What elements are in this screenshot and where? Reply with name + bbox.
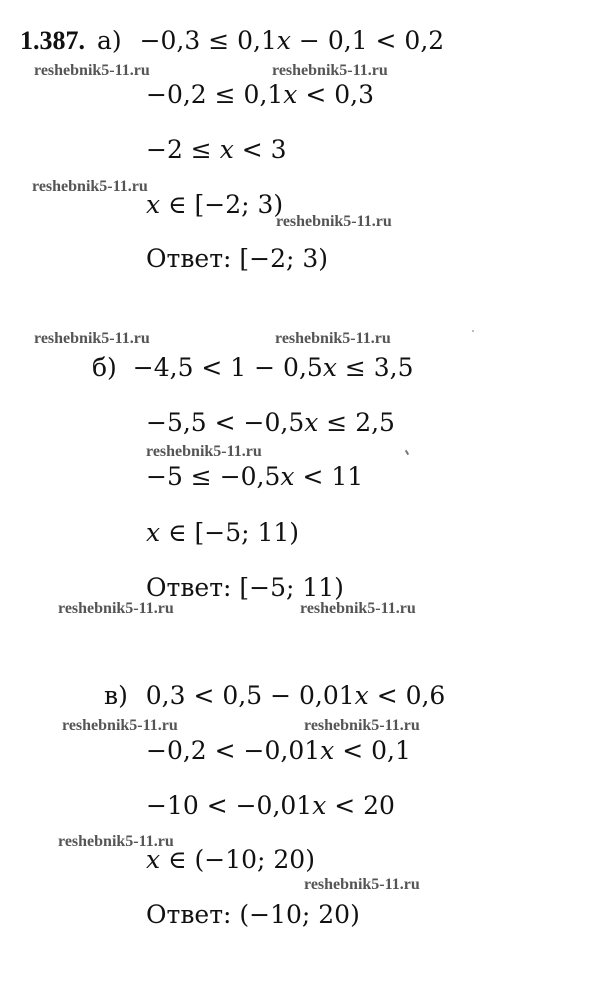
part-c-line-1: 0,3 < 0,5 − 0,01𝑥 < 0,6 [145, 681, 446, 710]
scan-speck [405, 450, 409, 455]
problem-number: 1.387. [20, 26, 85, 55]
part-a-line-4: 𝑥 ∈ [−2; 3) [146, 190, 284, 219]
watermark: reshebnik5-11.ru [276, 213, 392, 230]
part-c-line-2: −0,2 < −0,01𝑥 < 0,1 [146, 736, 411, 765]
watermark: reshebnik5-11.ru [58, 600, 174, 617]
watermark: reshebnik5-11.ru [300, 600, 416, 617]
watermark: reshebnik5-11.ru [34, 330, 150, 347]
watermark: reshebnik5-11.ru [304, 876, 420, 893]
problem-header-line [20, 26, 444, 56]
watermark: reshebnik5-11.ru [272, 62, 388, 79]
watermark: reshebnik5-11.ru [32, 178, 148, 195]
part-b-answer: Ответ: [−5; 11) [146, 573, 344, 602]
part-b-line-1: −4,5 < 1 − 0,5𝑥 ≤ 3,5 [132, 353, 414, 382]
watermark: reshebnik5-11.ru [62, 717, 178, 734]
part-b-line-2: −5,5 < −0,5𝑥 ≤ 2,5 [146, 408, 395, 437]
watermark: reshebnik5-11.ru [58, 833, 174, 850]
watermark: reshebnik5-11.ru [34, 62, 150, 79]
part-b-line-3: −5 ≤ −0,5𝑥 < 11 [146, 462, 364, 491]
part-a-line-2: −0,2 ≤ 0,1𝑥 < 0,3 [146, 80, 375, 109]
part-a-line-3: −2 ≤ 𝑥 < 3 [146, 135, 287, 164]
part-c-first-line [104, 681, 445, 711]
part-b-label: б) [92, 353, 117, 382]
watermark: reshebnik5-11.ru [275, 330, 391, 347]
part-b-first-line [92, 353, 414, 383]
part-c-answer: Ответ: (−10; 20) [146, 900, 360, 929]
part-b-line-4: 𝑥 ∈ [−5; 11) [146, 518, 300, 547]
part-c-line-3: −10 < −0,01𝑥 < 20 [146, 791, 395, 820]
part-c-line-4: 𝑥 ∈ (−10; 20) [146, 845, 315, 874]
part-a-label: а) [96, 26, 122, 55]
part-a-answer: Ответ: [−2; 3) [146, 244, 329, 273]
watermark: reshebnik5-11.ru [146, 443, 262, 460]
part-c-label: в) [104, 681, 128, 710]
part-a-line-1: −0,3 ≤ 0,1𝑥 − 0,1 < 0,2 [139, 26, 445, 55]
scan-speck [472, 330, 474, 332]
watermark: reshebnik5-11.ru [304, 717, 420, 734]
